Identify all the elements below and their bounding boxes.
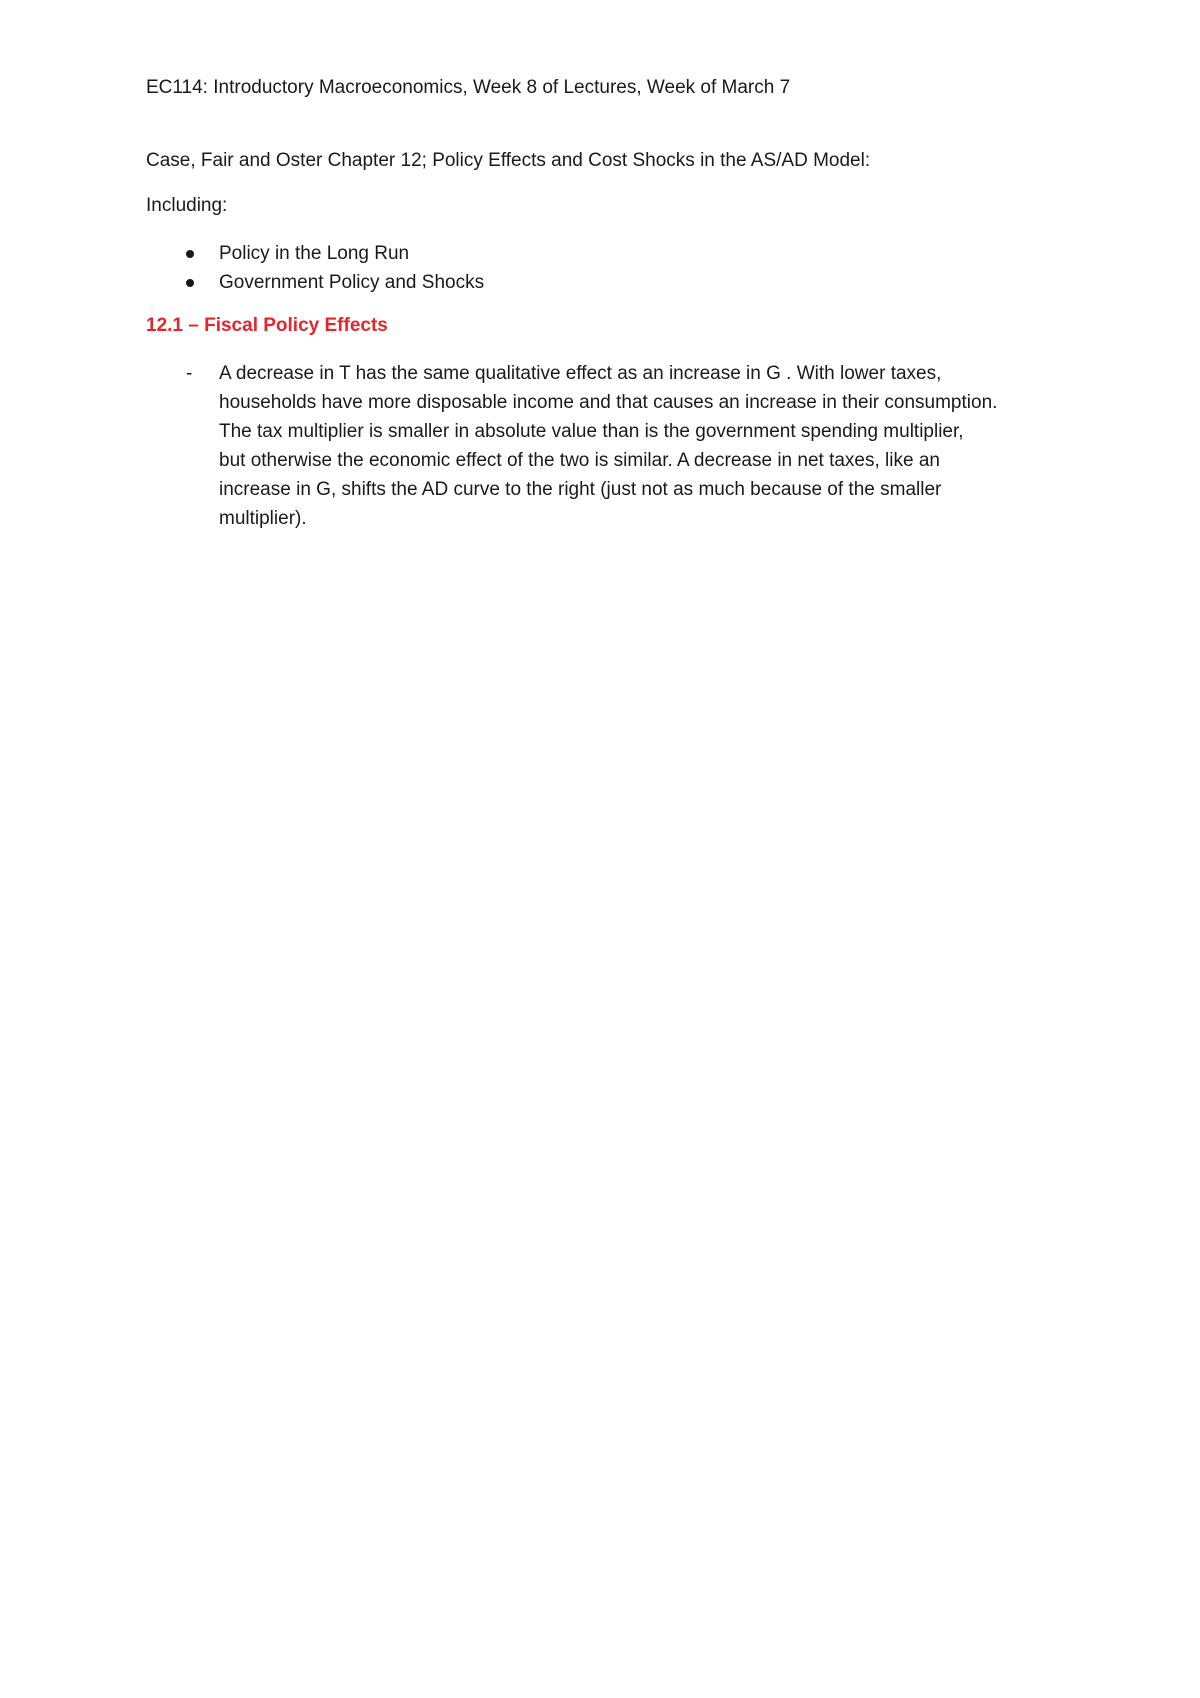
including-label: Including:	[146, 195, 228, 216]
bullet-text: Policy in the Long Run	[219, 243, 410, 264]
document-header: EC114: Introductory Macroeconomics, Week 8 of Lectures, Week of March 7	[146, 77, 791, 98]
list-item	[146, 239, 484, 268]
paragraph-line: but otherwise the economic effect of the two is similar. A decrease in net taxes, like an	[219, 450, 940, 471]
bullet-icon	[186, 250, 194, 258]
paragraph-line: increase in G, shifts the AD curve to the right (just not as much because of the smaller	[219, 479, 942, 500]
section-heading: 12.1 – Fiscal Policy Effects	[146, 315, 388, 336]
topic-bullet-list	[146, 239, 484, 297]
paragraph-line: A decrease in T has the same qualitative effect as an increase in G . With lower taxes,	[219, 363, 942, 384]
list-item	[146, 268, 484, 297]
chapter-subtitle: Case, Fair and Oster Chapter 12; Policy Effects and Cost Shocks in the AS/AD Model:	[146, 150, 871, 171]
paragraph-line: households have more disposable income and that causes an increase in their consumption.	[219, 392, 998, 413]
paragraph-lines	[219, 359, 1069, 533]
bullet-icon	[186, 279, 194, 287]
bullet-text: Government Policy and Shocks	[219, 272, 485, 293]
dash-marker: -	[186, 363, 193, 384]
paragraph-line: multiplier).	[219, 508, 307, 529]
paragraph-line: The tax multiplier is smaller in absolute value than is the government spending multiplier,	[219, 421, 964, 442]
